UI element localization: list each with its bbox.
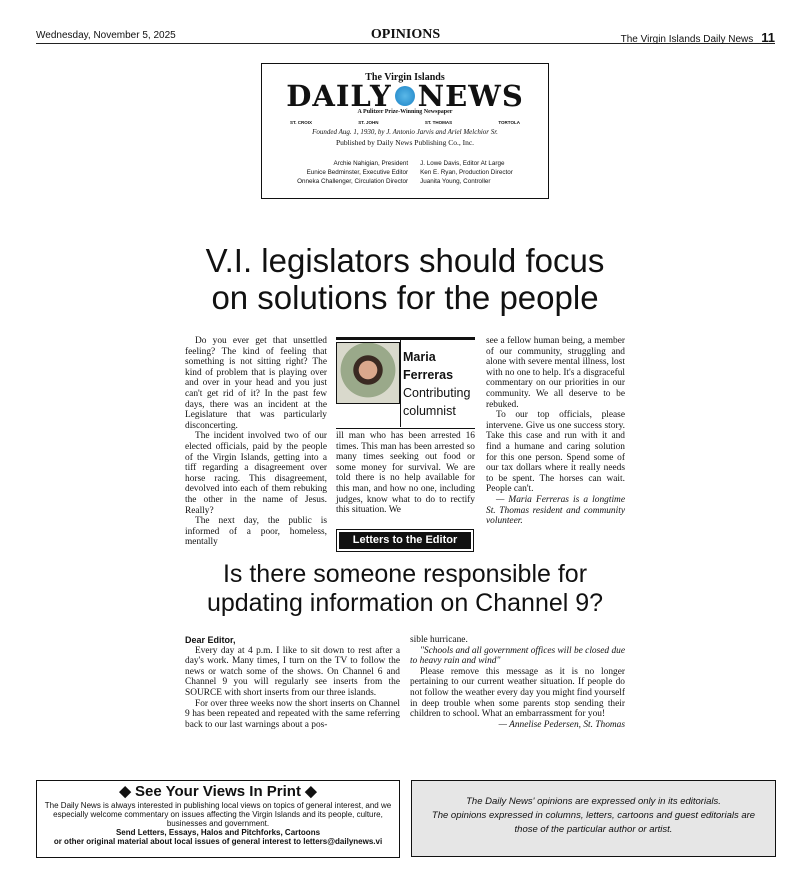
paragraph: ill man who has been arrested 16 times. This man has been arrested so many times seeking out food or some money for survival. We are told there is no help available for this man, and how no one, including judges, know what to do to rectify this situation. We [336, 431, 475, 516]
signature: — Annelise Pedersen, St. Thomas [498, 719, 625, 730]
quote: "Schools and all government offices will be closed due to heavy rain and wind" [410, 645, 625, 667]
author-photo [336, 342, 400, 404]
author-first-name: Maria [403, 350, 436, 364]
paragraph: The incident involved two of our elected officials, paid by the people of the Virgin Islands, getting into a tiff regarding a disagreement over horse racing. This disagreement, devolved into each of them rebuking the other in the name of Jesus. Really? [185, 431, 327, 516]
disclaimer-line: The Daily News' opinions are expressed only in its editorials. [466, 796, 721, 807]
submission-body: The Daily News is always interested in publishing local views on topics of general interest, and we especially welcome commentary on issues affecting the Virgin Islands and its people, culture, businesses and government. [44, 801, 392, 828]
staff-item: Onneka Challenger, Circulation Director [297, 178, 409, 185]
author-byline [336, 337, 475, 429]
letters-label-text: Letters to the Editor [339, 532, 471, 549]
publication-name [621, 30, 775, 45]
logo-news: NEWS [417, 79, 524, 113]
letter-body-2 [410, 635, 625, 730]
paragraph: Please remove this message as it is no longer pertaining to our current weather situation. If people do not follow the weather every day you might find yourself in deep trouble when some parents stop sending their children to school. What an embarrassment for you! [410, 666, 625, 720]
page-header [36, 28, 775, 44]
paragraph: see a fellow human being, a member of our community, struggling and alone with severe mental illness, lost with no one to help. It's a disgraceful commentary on our priorities in our community. We all deserve to be rebuked. [486, 336, 625, 410]
paragraph: Every day at 4 p.m. I like to sit down to rest after a day's work. Many times, I turn on the TV to follow the news or watch some of the shows. On Channel 6 and Channel 9 you will regularly see inserts from the SOURCE with short inserts from our three islands. [185, 645, 400, 698]
paragraph: To our top officials, please intervene. Give us one success story. Take this case and run with it and find a humane and caring solution for this one person. Spend some of our tax dollars where it really needs to be spent. The horses can wait. People can't. [486, 410, 625, 495]
headline-line: on solutions for the people [211, 279, 599, 316]
staff-item: Juanita Young, Controller [420, 178, 491, 185]
column-body-2 [336, 431, 475, 516]
submission-box [36, 780, 400, 858]
staff-item: J. Lowe Davis, Editor At Large [420, 160, 505, 167]
staff-item: Ken E. Ryan, Production Director [420, 169, 513, 176]
globe-icon [395, 86, 415, 106]
island: ST. THOMAS [424, 120, 453, 125]
masthead-tagline: A Pulitzer Prize-Winning Newspaper [357, 109, 453, 115]
letter-body-1 [185, 635, 400, 730]
publication-label: The Virgin Islands Daily News [620, 34, 754, 45]
paragraph: Do you ever get that unsettled feeling? The kind of feeling that something is not sitting right? The kind of problem that is playing over and over in your head and you just can't get rid of it? In the past few days, there was an incident at the Legislature that was particularly disconcerting. [185, 336, 327, 431]
column-body-3 [486, 336, 625, 527]
publisher-line: Published by Daily News Publishing Co., Inc. [335, 138, 475, 147]
staff-item: Archie Nahigian, President [333, 160, 409, 167]
section-title: OPINIONS [370, 27, 441, 42]
letters-label [336, 529, 474, 552]
page-number: 11 [761, 30, 775, 45]
paragraph: sible hurricane. [410, 635, 468, 645]
staff-item: Eunice Bedminster, Executive Editor [306, 169, 409, 176]
masthead-top: The Virgin Islands [365, 72, 445, 83]
island-list [262, 120, 548, 125]
masthead [261, 63, 549, 199]
author-last-name: Ferreras [403, 368, 454, 382]
salutation: Dear Editor, [185, 635, 236, 645]
author-tagline: — Maria Ferreras is a longtime St. Thomas resident and community volunteer. [486, 494, 625, 527]
founded-line: Founded Aug. 1, 1930, by J. Antonio Jarvis and Ariel Melchior Sr. [312, 128, 498, 136]
issue-date: Wednesday, November 5, 2025 [36, 30, 176, 41]
headline-line: updating information on Channel 9? [206, 589, 604, 617]
island: ST. JOHN [358, 120, 379, 125]
staff-list [262, 159, 548, 186]
paragraph: The next day, the public is informed of a poor, homeless, mentally [185, 516, 327, 548]
logo-daily: DAILY [286, 79, 392, 113]
author-role: Contributing [403, 386, 471, 400]
column-headline [0, 242, 810, 316]
letter-headline [0, 560, 810, 618]
island: ST. CROIX [290, 120, 313, 125]
submission-callout: Send Letters, Essays, Halos and Pitchforks, Cartoons [115, 828, 321, 837]
column-body-1 [185, 336, 327, 548]
island: TORTOLA [498, 120, 520, 125]
submission-title: ◆ See Your Views In Print ◆ [119, 783, 317, 800]
paragraph: For over three weeks now the short inserts on Channel 9 has been repeated and repeated with the same referring back to our last warnings about a pos- [185, 698, 400, 730]
disclaimer-line: The opinions expressed in columns, letters, cartoons and guest editorials are those of the particular author or artist. [431, 810, 756, 835]
headline-line: Is there someone responsible for [222, 560, 588, 588]
submission-title-text: See Your Views In Print [135, 783, 301, 800]
submission-email: or other original material about local issues of general interest to letters@dailynews.vi [53, 837, 383, 846]
headline-line: V.I. legislators should focus [205, 242, 605, 279]
disclaimer-box [411, 780, 776, 857]
author-role: columnist [403, 404, 456, 418]
